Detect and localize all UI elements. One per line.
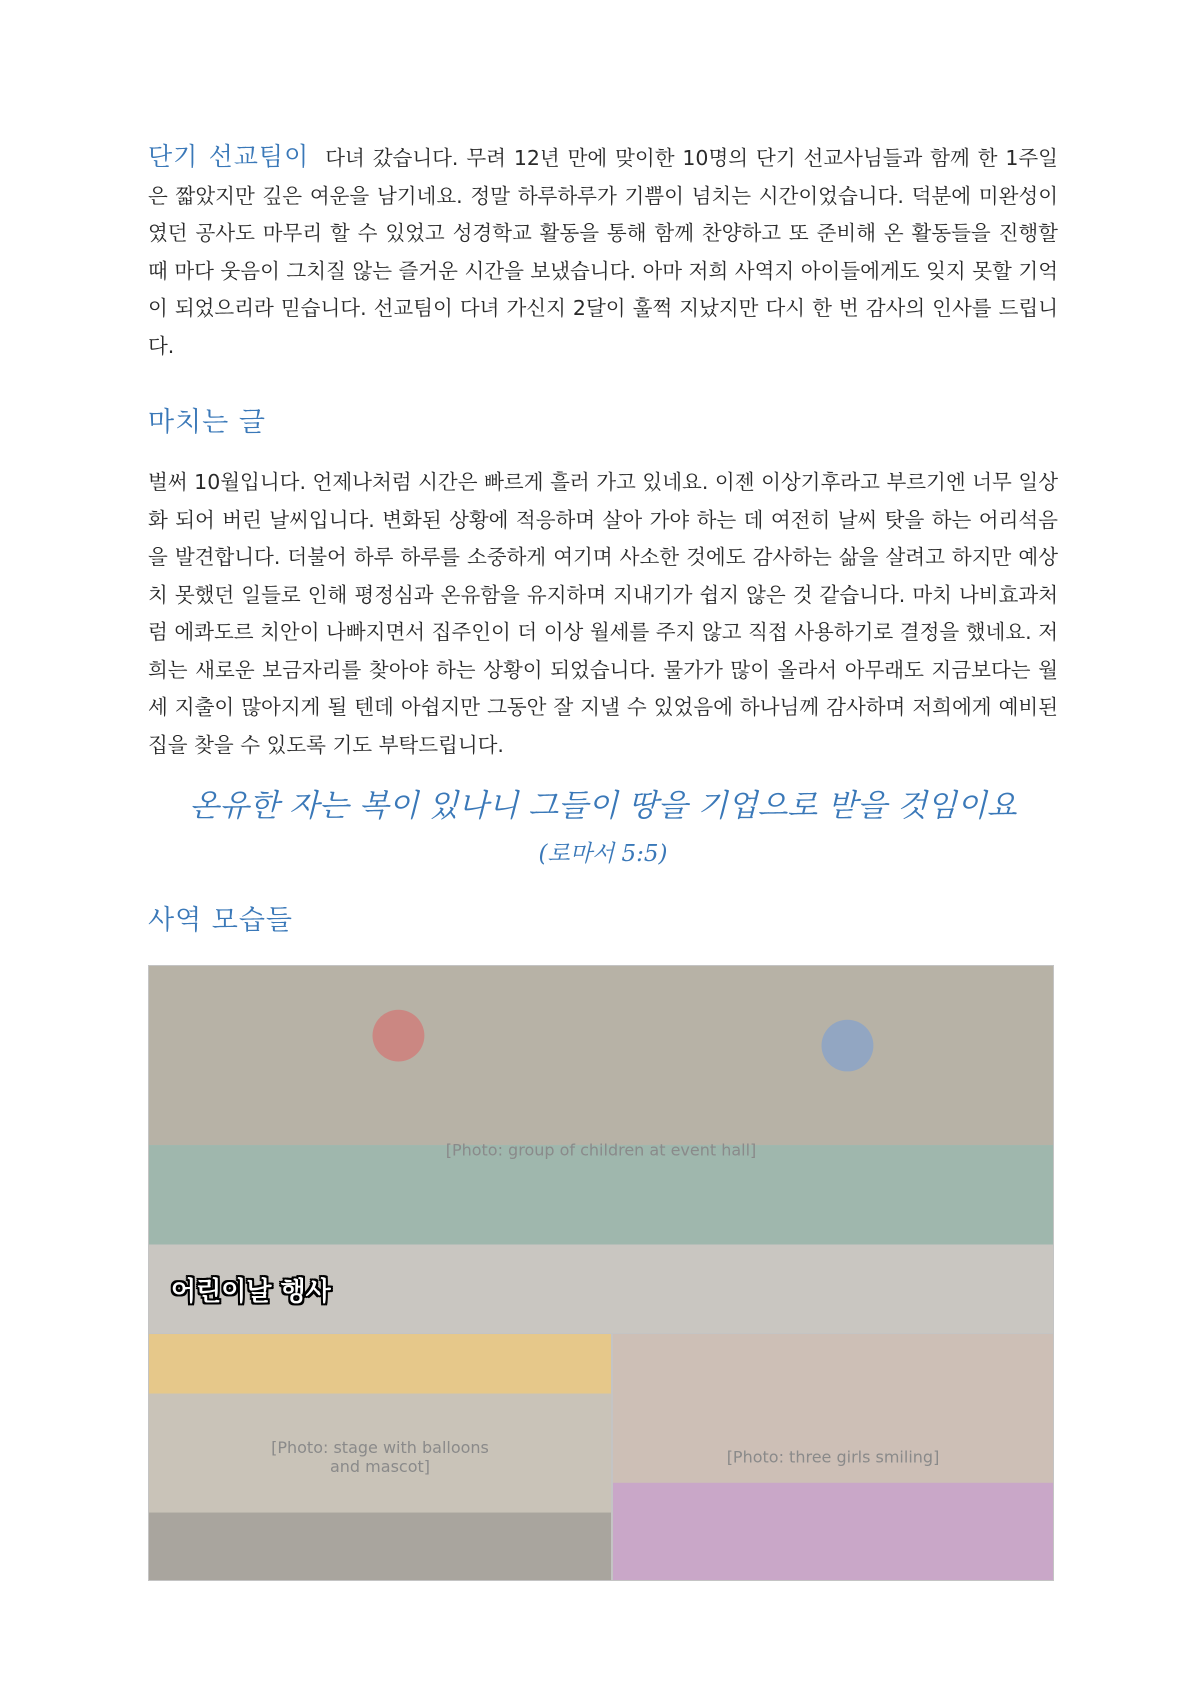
photo-three-girls xyxy=(612,1333,1054,1581)
section-heading-ministry-photos: 사역 모습들 xyxy=(148,905,293,936)
section-heading-closing: 마치는 글 xyxy=(148,407,266,438)
photo-stage-balloons xyxy=(148,1333,612,1581)
photo-placeholder-label: [Photo: stage with balloons and mascot] xyxy=(271,1438,489,1476)
section-heading-short-term-team: 단기 선교팀이 xyxy=(148,142,310,171)
photo-childrens-day-group xyxy=(148,965,1054,1335)
bible-verse: 온유한 자는 복이 있나니 그들이 땅을 기업으로 받을 것임이요 xyxy=(189,788,1017,824)
photo-caption-childrens-day: 어린이날 행사 xyxy=(171,1277,331,1307)
closing-paragraph: 벌써 10월입니다. 언제나처럼 시간은 빠르게 흘러 가고 있네요. 이젠 이상기후라고 부르기엔 너무 일상화 되어 버린 날씨입니다. 변화된 상황에 적응하며 살아 가야 하는 데 여전히 날씨 탓을 하는 어리석음을 발견합니다. 더불어 하루 하루를 소중하게 여기며 사소한 것에도 감사하는 삶을 살려고 하지만 예상치 못했던 일들로 인해 평정심과 온유함을 유지하며 지내기가 쉽지 않은 것 같습니다. 마치 나비효과처럼 에콰도르 치안이 나빠지면서 집주인이 더 이상 월세를 주지 않고 직접 사용하기로 결정을 했네요. 저희는 새로운 보금자리를 찾아야 하는 상황이 되었습니다. 물가가 많이 올라서 아무래도 지금보다는 월세 지출이 많아지게 될 텐데 아쉽지만 그동안 잘 지낼 수 있었음에 하나님께 감사하며 저희에게 예비된 집을 찾을 수 있도록 기도 부탁드립니다. xyxy=(148,470,1058,757)
intro-paragraph xyxy=(148,138,1058,365)
photo-placeholder-label: [Photo: group of children at event hall] xyxy=(445,1140,757,1160)
intro-body-text: 다녀 갔습니다. 무려 12년 만에 맞이한 10명의 단기 선교사님들과 함께 한 1주일은 짧았지만 깊은 여운을 남기네요. 정말 하루하루가 기쁨이 넘치는 시간이었습니다. 덕분에 미완성이였던 공사도 마무리 할 수 있었고 성경학교 활동을 통해 함께 찬양하고 또 준비해 온 활동들을 진행할 때 마다 웃음이 그치질 않는 즐거운 시간을 보냈습니다. 아마 저희 사역지 아이들에게도 잊지 못할 기억이 되었으리라 믿습니다. 선교팀이 다녀 가신지 2달이 훌쩍 지났지만 다시 한 번 감사의 인사를 드립니다. xyxy=(148,146,1058,358)
bible-verse-reference: (로마서 5:5) xyxy=(538,841,668,867)
photo-placeholder-label: [Photo: three girls smiling] xyxy=(726,1447,940,1467)
